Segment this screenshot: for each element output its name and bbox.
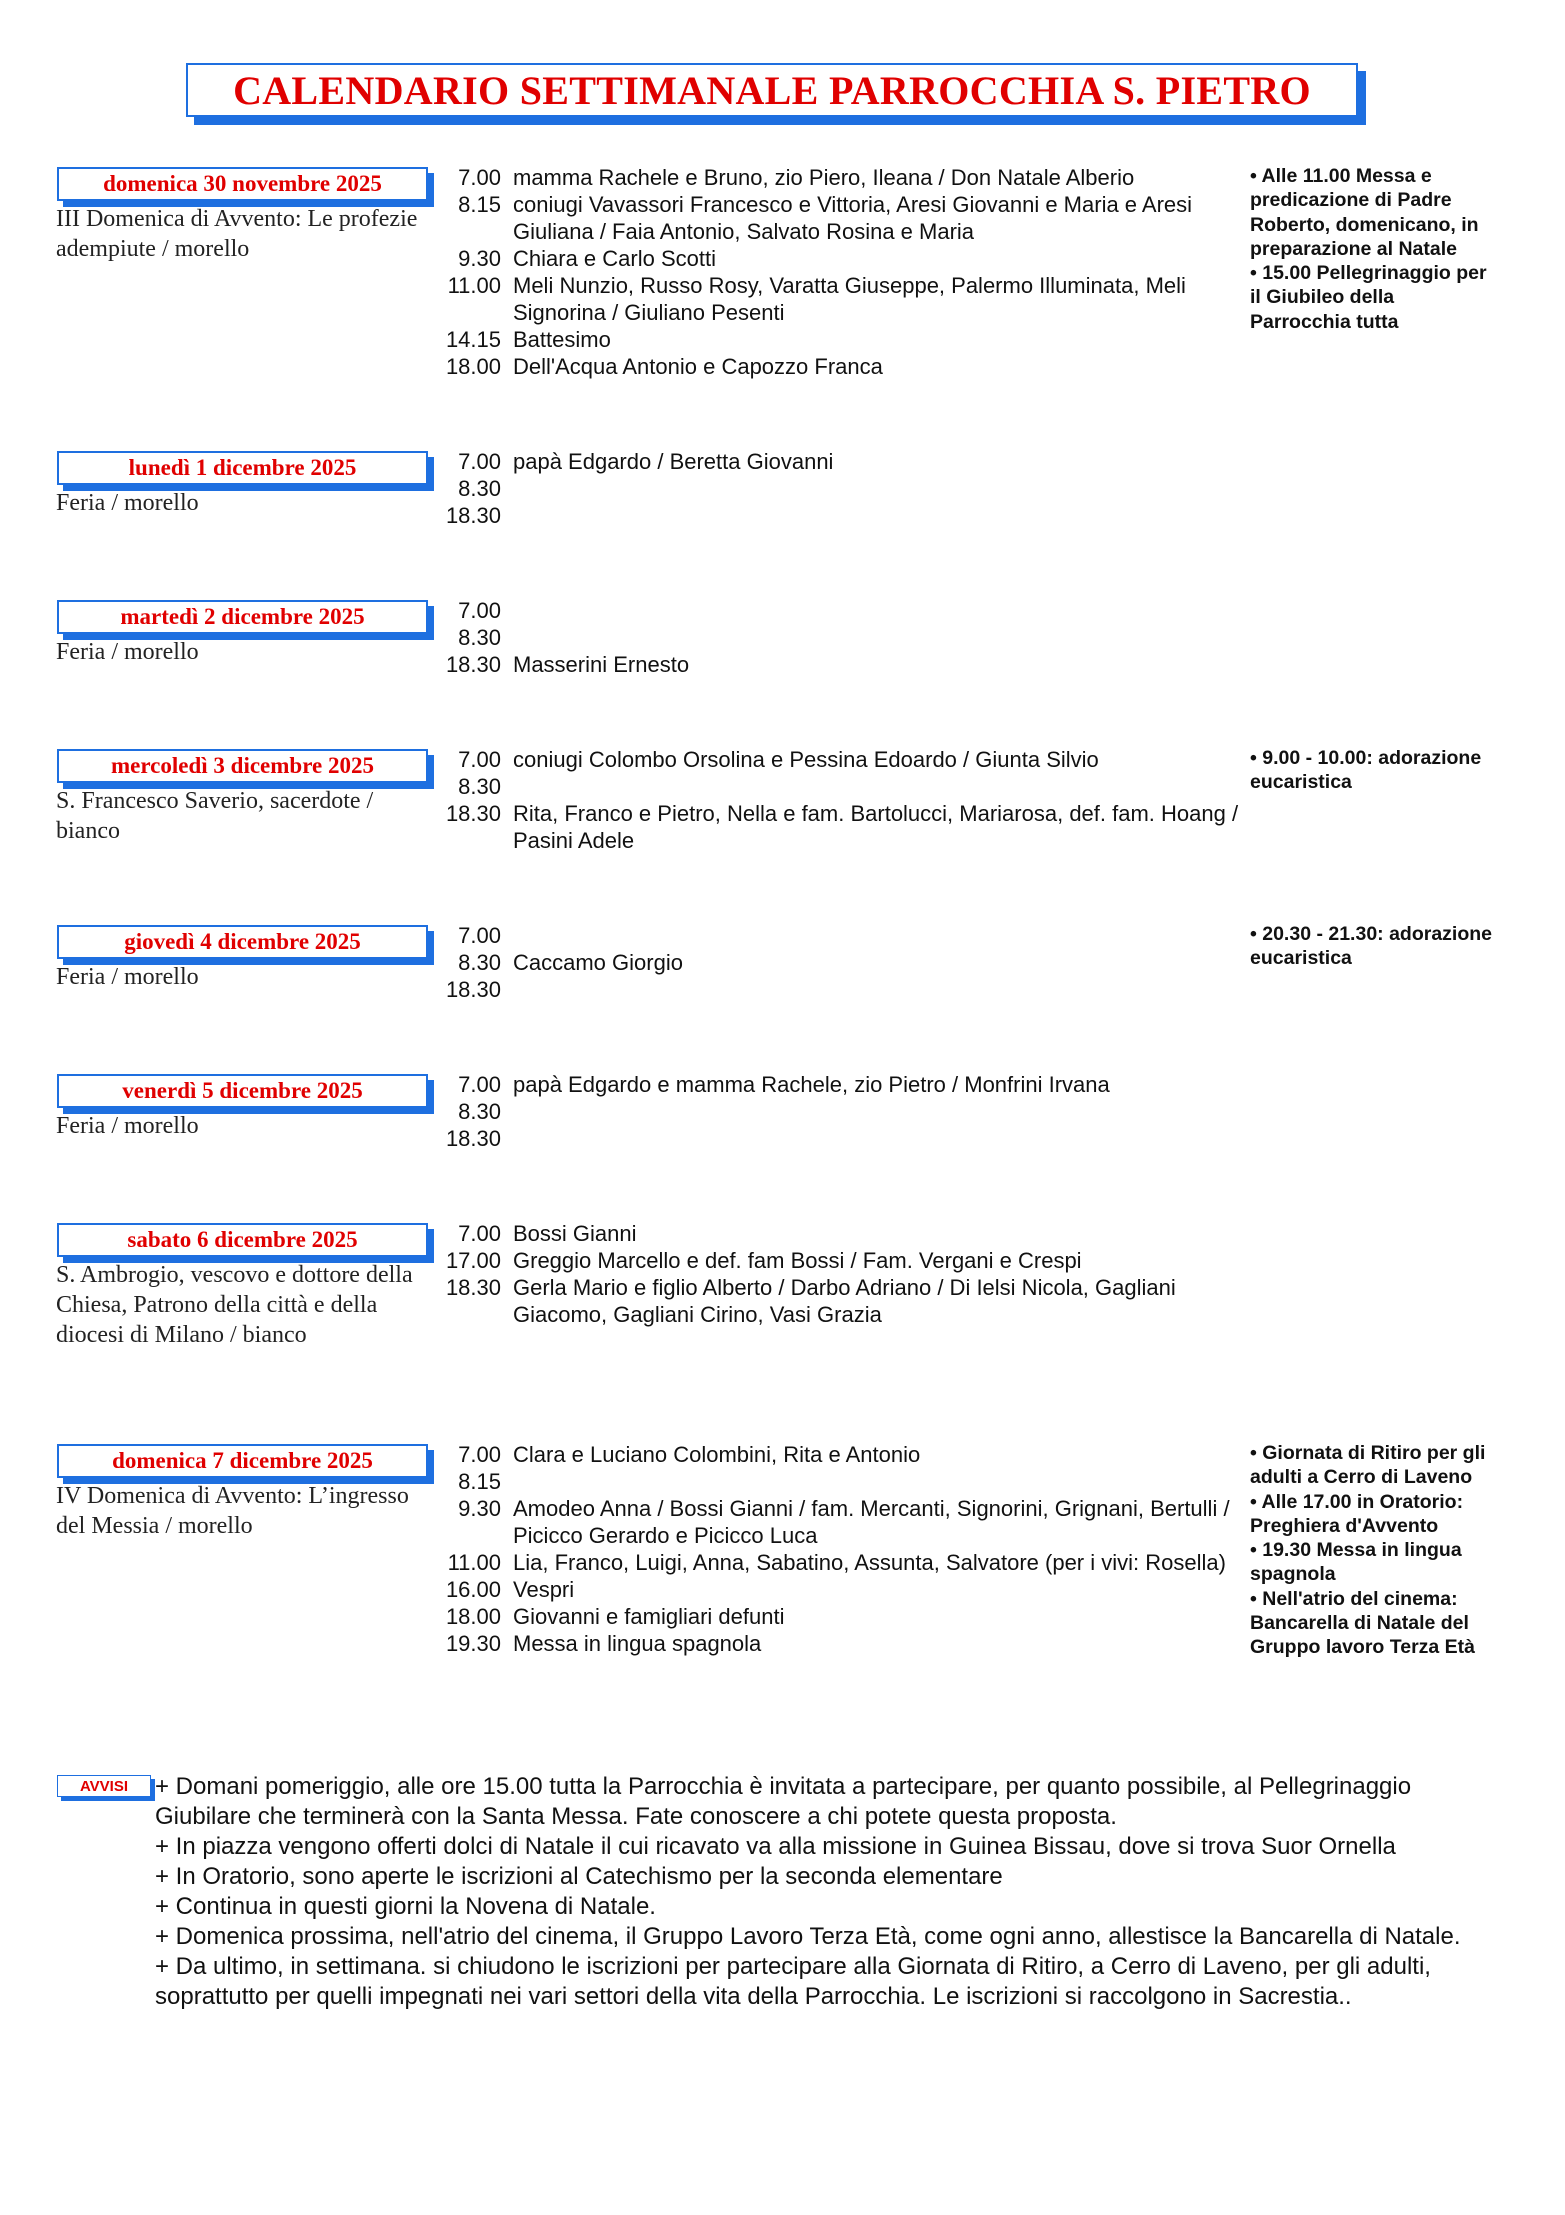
mass-intention: Caccamo Giorgio [513, 950, 683, 975]
notes-column [1250, 922, 1500, 971]
mass-time: 8.30 [458, 774, 501, 799]
mass-row [425, 651, 1245, 678]
mass-intention: Dell'Acqua Antonio e Capozzo Franca [513, 354, 883, 379]
date-banner [57, 1444, 428, 1478]
note-item: • Alle 17.00 in Oratorio: Preghiera d'Avvento [1250, 1490, 1464, 1537]
mass-intention: Rita, Franco e Pietro, Nella e fam. Bartolucci, Mariarosa, def. fam. Hoang / Pasini Adele [513, 801, 1239, 853]
mass-time: 7.00 [458, 1442, 501, 1467]
mass-intention: Chiara e Carlo Scotti [513, 246, 716, 271]
mass-row [425, 326, 1245, 353]
mass-intention: Masserini Ernesto [513, 652, 690, 677]
mass-time: 8.30 [458, 1099, 501, 1124]
note-item: • 19.30 Messa in lingua spagnola [1250, 1539, 1462, 1586]
mass-intention: papà Edgardo / Beretta Giovanni [513, 449, 834, 474]
mass-time: 8.30 [458, 625, 501, 650]
mass-row [425, 475, 1245, 502]
avviso-item: + In piazza vengono offerti dolci di Natale il cui ricavato va alla missione in Guinea Bissau, dove si trova Suor Ornella [155, 1833, 1396, 1860]
title-banner [186, 63, 1358, 117]
mass-row [425, 191, 1245, 245]
mass-time: 11.00 [447, 273, 501, 298]
note-item: • 9.00 - 10.00: adorazione eucaristica [1250, 747, 1482, 794]
avvisi-label-box [57, 1775, 151, 1797]
mass-row [425, 1630, 1245, 1657]
date-banner [57, 749, 428, 783]
mass-row [425, 245, 1245, 272]
mass-intention: mamma Rachele e Bruno, zio Piero, Ileana / Don Natale Alberio [513, 165, 1135, 190]
mass-time: 18.00 [445, 1604, 501, 1629]
notes-column [1250, 746, 1500, 795]
mass-time: 16.00 [445, 1577, 501, 1602]
mass-intention: Greggio Marcello e def. fam Bossi / Fam. Vergani e Crespi [513, 1248, 1082, 1273]
mass-time: 9.30 [458, 1496, 501, 1521]
date-banner [57, 1223, 428, 1257]
mass-time: 7.00 [458, 923, 501, 948]
mass-time: 7.00 [458, 598, 501, 623]
mass-row [425, 746, 1245, 773]
liturgy-text: S. Ambrogio, vescovo e dottore della Chiesa, Patrono della città e della diocesi di Milano / bianco [56, 1262, 413, 1348]
mass-intention: Amodeo Anna / Bossi Gianni / fam. Mercanti, Signorini, Grignani, Bertulli / Picicco Gerardo e Picicco Luca [513, 1496, 1230, 1548]
mass-row [425, 272, 1245, 326]
mass-time: 7.00 [458, 165, 501, 190]
note-item: • 15.00 Pellegrinaggio per il Giubileo della Parrocchia tutta [1250, 262, 1487, 333]
mass-list [425, 1071, 1245, 1152]
mass-time: 7.00 [458, 1072, 501, 1097]
mass-intention: Gerla Mario e figlio Alberto / Darbo Adriano / Di Ielsi Nicola, Gagliani Giacomo, Gagliani Cirino, Vasi Grazia [513, 1275, 1176, 1327]
mass-time: 18.30 [445, 801, 501, 826]
avviso-item: + Continua in questi giorni la Novena di Natale. [155, 1893, 656, 1920]
mass-list [425, 448, 1245, 529]
mass-row [425, 922, 1245, 949]
mass-time: 8.15 [458, 192, 501, 217]
mass-row [425, 976, 1245, 1003]
date-banner [57, 925, 428, 959]
mass-row [425, 773, 1245, 800]
avviso-item: + In Oratorio, sono aperte le iscrizioni al Catechismo per la seconda elementare [155, 1863, 1003, 1890]
page-title: CALENDARIO SETTIMANALE PARROCCHIA S. PIETRO [233, 67, 1311, 113]
mass-intention: coniugi Vavassori Francesco e Vittoria, Aresi Giovanni e Maria e Aresi Giuliana / Faia Antonio, Salvato Rosina e Maria [513, 192, 1193, 244]
mass-intention: coniugi Colombo Orsolina e Pessina Edoardo / Giunta Silvio [513, 747, 1099, 772]
mass-time: 8.15 [458, 1469, 501, 1494]
mass-intention: Battesimo [513, 327, 611, 352]
date-label: venerdì 5 dicembre 2025 [122, 1078, 363, 1103]
mass-time: 19.30 [445, 1631, 501, 1656]
mass-time: 18.30 [445, 503, 501, 528]
mass-intention: Vespri [513, 1577, 575, 1602]
mass-row [425, 1098, 1245, 1125]
liturgy-text: III Domenica di Avvento: Le profezie adempiute / morello [56, 206, 418, 262]
mass-row [425, 1247, 1245, 1274]
mass-intention: Clara e Luciano Colombini, Rita e Antonio [513, 1442, 921, 1467]
date-label: sabato 6 dicembre 2025 [127, 1227, 358, 1252]
mass-row [425, 1071, 1245, 1098]
note-item: • Giornata di Ritiro per gli adulti a Cerro di Laveno [1250, 1442, 1486, 1489]
avviso-item: + Domenica prossima, nell'atrio del cinema, il Gruppo Lavoro Terza Età, come ogni anno, allestisce la Bancarella di Natale. [155, 1923, 1461, 1950]
mass-row [425, 597, 1245, 624]
mass-row [425, 1549, 1245, 1576]
mass-row [425, 1220, 1245, 1247]
mass-time: 11.00 [447, 1550, 501, 1575]
notes-column [1250, 164, 1500, 334]
avviso-item: + Domani pomeriggio, alle ore 15.00 tutta la Parrocchia è invitata a partecipare, per quanto possibile, al Pellegrinaggio Giubilare che terminerà con la Santa Messa. Fate conoscere a chi potete questa proposta. [155, 1773, 1412, 1830]
mass-row [425, 353, 1245, 380]
mass-time: 14.15 [445, 327, 501, 352]
liturgy-text: IV Domenica di Avvento: L’ingresso del Messia / morello [56, 1483, 409, 1539]
mass-time: 17.00 [445, 1248, 501, 1273]
mass-row [425, 164, 1245, 191]
mass-time: 18.30 [445, 977, 501, 1002]
mass-row [425, 1274, 1245, 1328]
mass-row [425, 800, 1245, 854]
liturgy-text: Feria / morello [56, 964, 199, 990]
mass-time: 18.00 [445, 354, 501, 379]
mass-row [425, 1441, 1245, 1468]
date-banner [57, 167, 428, 201]
note-item: • Alle 11.00 Messa e predicazione di Padre Roberto, domenicano, in preparazione al Natale [1250, 165, 1479, 260]
note-item: • 20.30 - 21.30: adorazione eucaristica [1250, 923, 1493, 970]
mass-time: 7.00 [458, 747, 501, 772]
mass-row [425, 1495, 1245, 1549]
mass-time: 8.30 [458, 476, 501, 501]
liturgy-text: Feria / morello [56, 639, 199, 665]
mass-intention: Bossi Gianni [513, 1221, 637, 1246]
mass-list [425, 922, 1245, 1003]
mass-row [425, 1603, 1245, 1630]
date-label: domenica 7 dicembre 2025 [112, 1448, 373, 1473]
mass-time: 8.30 [458, 950, 501, 975]
notes-column [1250, 1441, 1500, 1660]
mass-row [425, 502, 1245, 529]
mass-time: 18.30 [445, 652, 501, 677]
mass-list [425, 746, 1245, 854]
date-banner [57, 600, 428, 634]
liturgy-text: Feria / morello [56, 1113, 199, 1139]
liturgy-text: S. Francesco Saverio, sacerdote / bianco [56, 788, 374, 844]
date-label: giovedì 4 dicembre 2025 [124, 929, 361, 954]
date-banner [57, 451, 428, 485]
mass-row [425, 624, 1245, 651]
mass-list [425, 1441, 1245, 1657]
mass-row [425, 1468, 1245, 1495]
date-banner [57, 1074, 428, 1108]
mass-row [425, 448, 1245, 475]
mass-row [425, 1576, 1245, 1603]
date-label: lunedì 1 dicembre 2025 [128, 455, 357, 480]
date-label: martedì 2 dicembre 2025 [120, 604, 365, 629]
mass-time: 7.00 [458, 1221, 501, 1246]
date-label: mercoledì 3 dicembre 2025 [111, 753, 374, 778]
mass-time: 9.30 [458, 246, 501, 271]
mass-intention: Messa in lingua spagnola [513, 1631, 762, 1656]
mass-row [425, 1125, 1245, 1152]
mass-intention: Giovanni e famigliari defunti [513, 1604, 785, 1629]
mass-time: 18.30 [445, 1126, 501, 1151]
avviso-item: + Da ultimo, in settimana. si chiudono le iscrizioni per partecipare alla Giornata di Ritiro, a Cerro di Laveno, per gli adulti, soprattutto per quelli impegnati nei vari settori della vita della Parrocchia. Le iscrizioni si raccolgono in Sacrestia.. [155, 1953, 1431, 2010]
mass-list [425, 597, 1245, 678]
avvisi-list [155, 1772, 1495, 2012]
mass-list [425, 1220, 1245, 1328]
mass-intention: papà Edgardo e mamma Rachele, zio Pietro / Monfrini Irvana [513, 1072, 1110, 1097]
mass-time: 7.00 [458, 449, 501, 474]
mass-intention: Lia, Franco, Luigi, Anna, Sabatino, Assunta, Salvatore (per i vivi: Rosella) [513, 1550, 1226, 1575]
mass-row [425, 949, 1245, 976]
note-item: • Nell'atrio del cinema: Bancarella di Natale del Gruppo lavoro Terza Età [1250, 1587, 1476, 1659]
avvisi-label: AVVISI [79, 1777, 129, 1795]
mass-intention: Meli Nunzio, Russo Rosy, Varatta Giuseppe, Palermo Illuminata, Meli Signorina / Giuliano Pesenti [513, 273, 1186, 325]
date-label: domenica 30 novembre 2025 [103, 171, 382, 196]
mass-list [425, 164, 1245, 380]
mass-time: 18.30 [445, 1275, 501, 1300]
liturgy-text: Feria / morello [56, 490, 199, 516]
